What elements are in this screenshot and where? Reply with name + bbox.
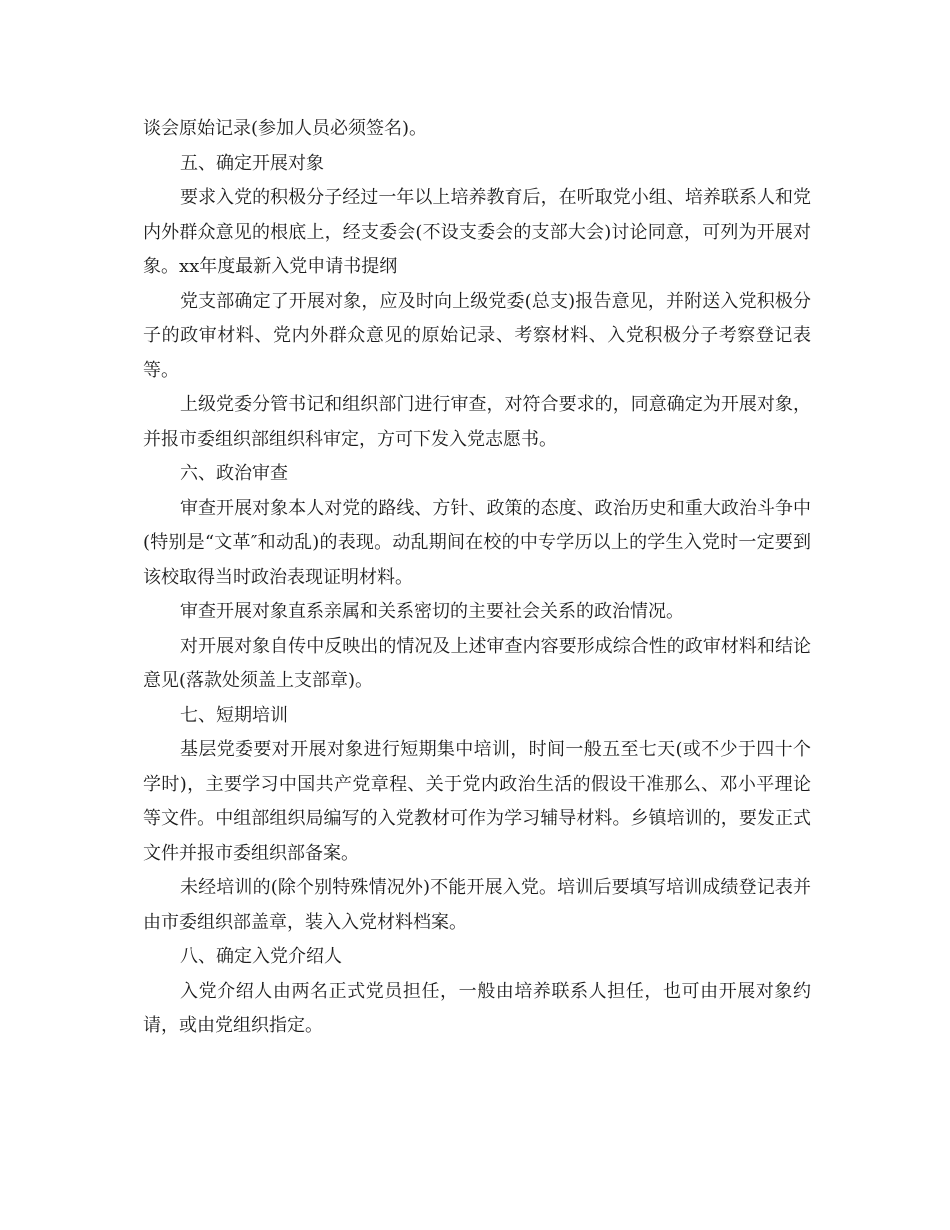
paragraph-continuation: 谈会原始记录(参加人员必须签名)。	[143, 118, 428, 139]
paragraph: 审查开展对象本人对党的路线、方针、政策的态度、政治历史和重大政治斗争中(特别是“文革″和动乱)的表现。动乱期间在校的中专学历以上的学生入党时一定要到该校取得当时政治表现证明材料。	[143, 497, 811, 588]
section-heading-8: 八、确定入党介绍人	[180, 946, 342, 967]
paragraph: 要求入党的积极分子经过一年以上培养教育后，在听取党小组、培养联系人和党内外群众意见的根底上，经支委会(不设支委会的支部大会)讨论同意，可列为开展对象。xx年度最新入党申请书提纲	[143, 187, 811, 277]
section-heading-7: 七、短期培训	[180, 704, 288, 726]
document-body	[143, 112, 811, 1044]
paragraph: 党支部确定了开展对象，应及时向上级党委(总支)报告意见，并附送入党积极分子的政审材料、党内外群众意见的原始记录、考察材料、入党积极分子考察登记表等。	[143, 290, 811, 381]
section-heading-6: 六、政治审查	[180, 463, 288, 484]
section-heading-5: 五、确定开展对象	[180, 152, 324, 174]
paragraph: 未经培训的(除个别特殊情况外)不能开展入党。培训后要填写培训成绩登记表并由市委组织部盖章，装入入党材料档案。	[143, 877, 811, 933]
paragraph: 入党介绍人由两名正式党员担任，一般由培养联系人担任，也可由开展对象约请，或由党组织指定。	[143, 980, 811, 1036]
paragraph: 对开展对象自传中反映出的情况及上述审查内容要形成综合性的政审材料和结论意见(落款处须盖上支部章)。	[143, 635, 811, 691]
paragraph: 审查开展对象直系亲属和关系密切的主要社会关系的政治情况。	[180, 601, 684, 622]
paragraph: 上级党委分管书记和组织部门进行审查，对符合要求的，同意确定为开展对象，并报市委组织部组织科审定，方可下发入党志愿书。	[143, 394, 811, 450]
paragraph: 基层党委要对开展对象进行短期集中培训，时间一般五至七天(或不少于四十个学时)，主要学习中国共产党章程、关于党内政治生活的假设干准那么、邓小平理论等文件。中组部组织局编写的入党教材可作为学习辅导材料。乡镇培训的，要发正式文件并报市委组织部备案。	[143, 739, 811, 864]
